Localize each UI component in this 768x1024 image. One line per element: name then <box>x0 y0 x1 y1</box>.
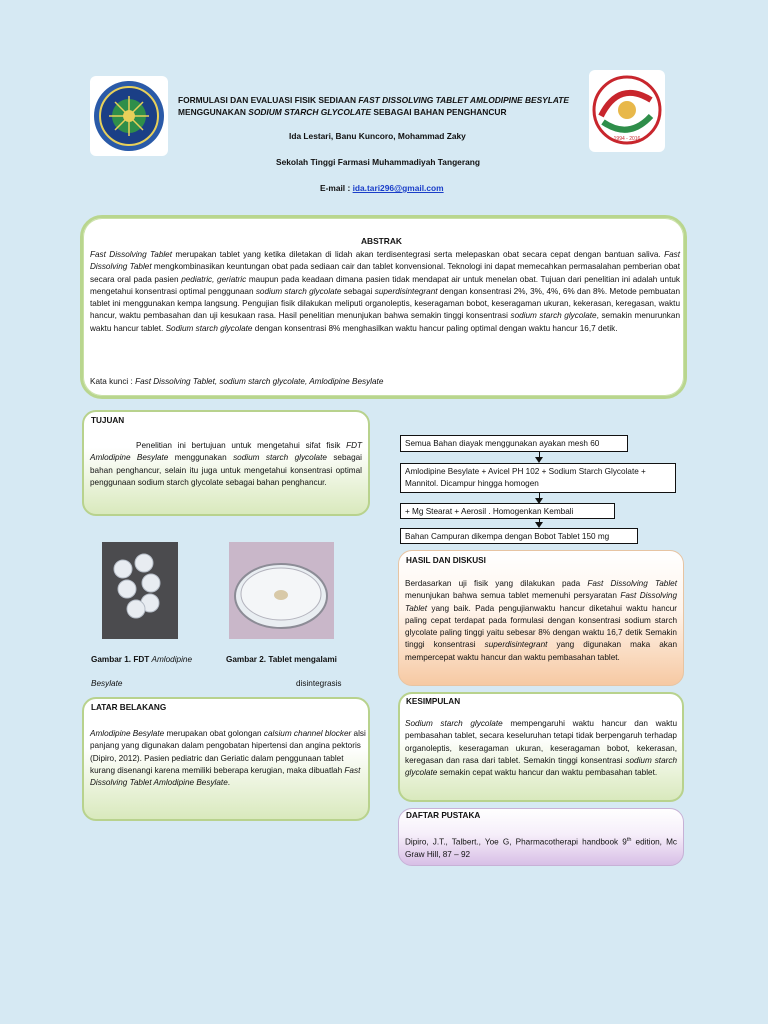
tablets-photo <box>102 542 178 639</box>
caption-gambar-1: Gambar 1. FDT Amlodipine <box>91 655 193 664</box>
institution-logo-right <box>589 70 665 152</box>
institution: Sekolah Tinggi Farmasi Muhammadiyah Tangerang <box>276 157 480 167</box>
email-line: E-mail : ida.tari296@gmail.com <box>320 183 444 193</box>
caption-gambar-2-cont: disintegrasis <box>296 679 342 688</box>
flow-step-1: Semua Bahan diayak menggunakan ayakan mesh 60 <box>400 435 628 452</box>
latar-title: LATAR BELAKANG <box>91 703 167 712</box>
email-link[interactable]: ida.tari296@gmail.com <box>352 183 444 193</box>
hasil-text: Berdasarkan uji fisik yang dilakukan pada Fast Dissolving Tablet menunjukan bahwa semua tablet memenuhi persyaratan Fast Dissolving Tablet yang baik. Pada pengujianwaktu hancur diketahui waktu hancur paling cepat terdapat pada formulasi dengan konsentrasi sodium starch glycolate paling tinggi yaitu sebesar 8% dengan waktu 16,7 detik Semakin tinggi konsentrasi superdisintegrant yang digunakan maka akan mempercepat waktu hancur dan waktu pembasahan tablet. <box>405 579 678 662</box>
flow-step-4: Bahan Campuran dikempa dengan Bobot Tablet 150 mg <box>400 528 638 544</box>
pustaka-text: Dipiro, J.T., Talbert., Yoe G, Pharmacotherapi handbook 9th edition, Mc Graw Hill, 87 – 92 <box>405 837 678 860</box>
logo-year: 1994 - 2016 <box>613 136 641 142</box>
petri-dish-photo <box>229 542 334 639</box>
flow-step-3: + Mg Stearat + Aerosil . Homogenkan Kembali <box>400 503 615 519</box>
authors: Ida Lestari, Banu Kuncoro, Mohammad Zaky <box>289 131 466 141</box>
caption-gambar-2: Gambar 2. Tablet mengalami <box>226 655 337 664</box>
kesimpulan-text: Sodium starch glycolate mempengaruhi waktu hancur dan waktu pembasahan tablet, secara keseluruhan tetapi tidak berpengaruh terhadap organoleptis, keseragaman ukuran, keseragaman bobot, kekerasan, keregasan dan rasa dari tablet. Semakin tinggi konsentrasi sodium starch glycolate semakin cepat waktu hancur dan waktu pembasahan tablet. <box>405 719 677 778</box>
hasil-title: HASIL DAN DISKUSI <box>406 556 486 565</box>
poster-title-line1: FORMULASI DAN EVALUASI FISIK SEDIAAN FAST DISSOLVING TABLET AMLODIPINE BESYLATE <box>178 95 570 105</box>
pustaka-title: DAFTAR PUSTAKA <box>406 811 481 820</box>
flow-step-2: Amlodipine Besylate + Avicel PH 102 + Sodium Starch Glycolate + Mannitol. Dicampur hingga homogen <box>400 463 676 493</box>
tujuan-text: Penelitian ini bertujuan untuk mengetahui sifat fisik FDT Amlodipine Besylate menggunakan sodium starch glycolate sebagai bahan penghancur, selain itu juga untuk mengetahui konsentrasi optimal penggunaan sodium starch glycolate sebagai bahan penghancur. <box>90 441 362 487</box>
caption-gambar-1-cont: Besylate <box>91 679 123 688</box>
university-logo-left <box>90 76 168 156</box>
abstrak-text: Fast Dissolving Tablet merupakan tablet yang ketika diletakan di lidah akan terdisentegrasi serta melepaskan obat secara cepat dengan bantuan saliva. Fast Dissolving Tablet mengkombinasikan keuntungan obat pada sediaan cair dan tablet konvensional. Teknologi ini dapat memecahkan permasalahan pemberian obat secara oral pada pasien pediatric, geriatric maupun pada keadaan dimana pasien tidak mendapat air untuk menelan obat. Tujuan dari penelitian ini adalah untuk mengetahui konsentrasi optimal penggunaan sodium starch glycolate sebagai superdisintegrant dengan konsentrasi 2%, 3%, 4%, 6% dan 8%. Metode pembuatan tablet ini menggunakan kempa langsung. Pengujian fisik dilakukan meliputi organoleptis, keseragaman bobot, keseragaman ukuran, kekerasan, keregasan, waktu hancur, waktu pembasahan dan uji kesukaan rasa. Hasil penelitian menunjukan bahwa semakin tinggi konsentrasi sodium starch glycolate, semakin menurunkan waktu hancur tablet. Sodium starch glycolate dengan konsentrasi 8% menghasilkan waktu hancur paling optimal dengan waktu hancur 16,7 detik. <box>90 250 681 333</box>
tujuan-title: TUJUAN <box>91 416 125 425</box>
poster-title-line2: MENGGUNAKAN SODIUM STARCH GLYCOLATE SEBAGAI BAHAN PENGHANCUR <box>178 107 507 117</box>
abstrak-title: ABSTRAK <box>361 236 402 246</box>
kata-kunci: Kata kunci : Fast Dissolving Tablet, sodium starch glycolate, Amlodipine Besylate <box>90 377 384 386</box>
kesimpulan-title: KESIMPULAN <box>406 697 461 706</box>
latar-text: Amlodipine Besylate merupakan obat golongan calsium channel blocker alsi panjang yang digunakan dalam pengobatan hipertensi dan angina pektoris (Dipiro, 2012). Pasien pediatric dan Geriatic dalam penggunaan tablet kurang disenangi karena memiliki beberapa kerugian, maka dibuatlah Fast Dissolving Tablet Amlodipine Besylate. <box>90 729 366 788</box>
